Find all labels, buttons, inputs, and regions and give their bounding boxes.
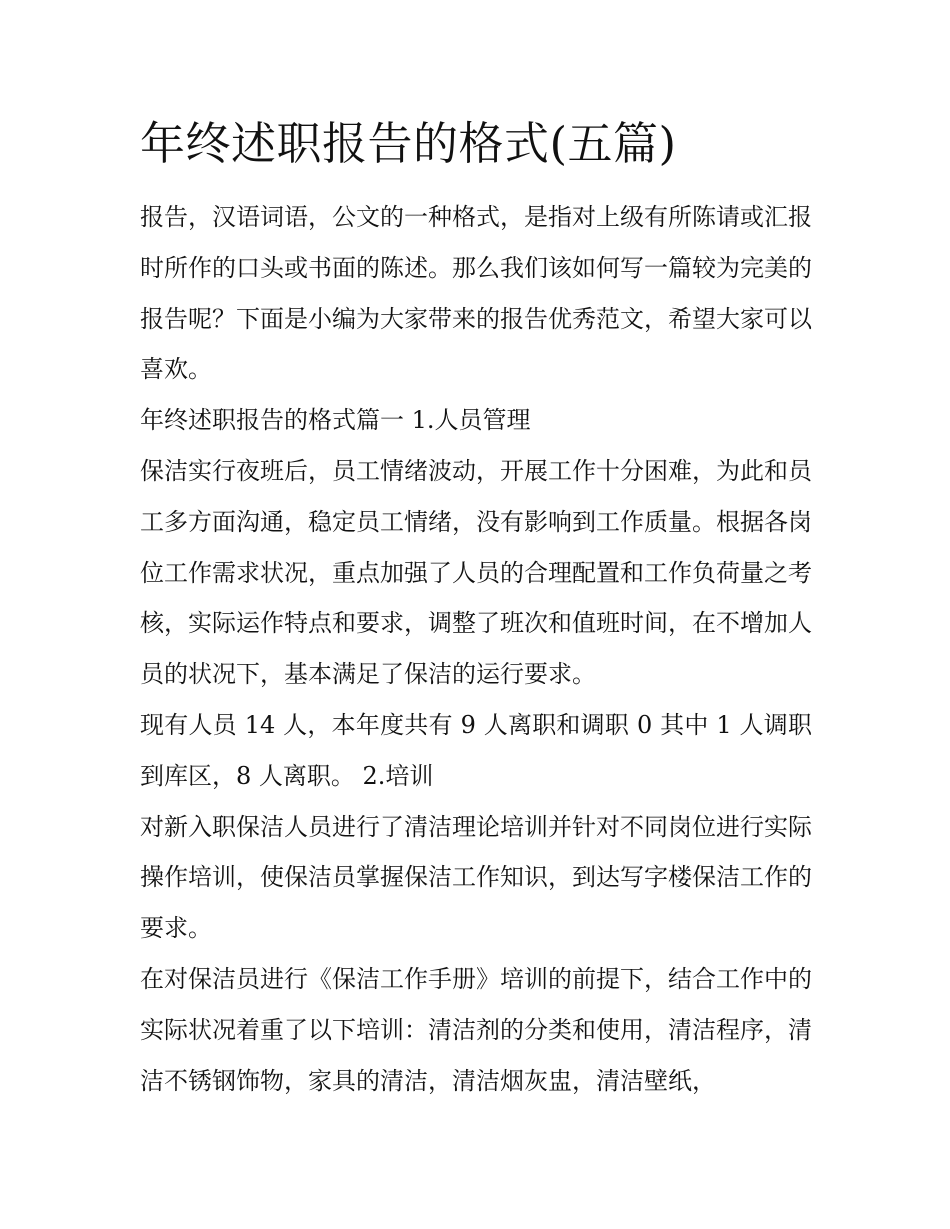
document-title: 年终述职报告的格式(五篇) xyxy=(140,117,677,170)
paragraph-staff-count: 现有人员 14 人，本年度共有 9 人离职和调职 0 其中 1 人调职到库区，8 人离职。 2.培训 xyxy=(140,710,812,790)
paragraph-intro: 报告，汉语词语，公文的一种格式，是指对上级有所陈请或汇报时所作的口头或书面的陈述。那么我们该如何写一篇较为完美的报告呢？下面是小编为大家带来的报告优秀范文，希望大家可以喜欢。 xyxy=(140,203,812,384)
paragraph-staff-management: 保洁实行夜班后，员工情绪波动，开展工作十分困难，为此和员工多方面沟通，稳定员工情绪，没有影响到工作质量。根据各岗位工作需求状况，重点加强了人员的合理配置和工作负荷量之考核，实际运作特点和要求，调整了班次和值班时间，在不增加人员的状况下，基本满足了保洁的运行要求。 xyxy=(140,456,812,689)
paragraph-training-details: 在对保洁员进行《保洁工作手册》培训的前提下，结合工作中的实际状况着重了以下培训：清洁剂的分类和使用，清洁程序，清洁不锈钢饰物，家具的清洁，清洁烟灰盅，清洁壁纸， xyxy=(140,964,812,1095)
document-page xyxy=(140,112,812,1106)
paragraph-training-new-staff: 对新入职保洁人员进行了清洁理论培训并针对不同岗位进行实际操作培训，使保洁员掌握保洁工作知识，到达写字楼保洁工作的要求。 xyxy=(140,812,812,943)
paragraph-section-heading: 年终述职报告的格式篇一 1.人员管理 xyxy=(140,406,531,435)
